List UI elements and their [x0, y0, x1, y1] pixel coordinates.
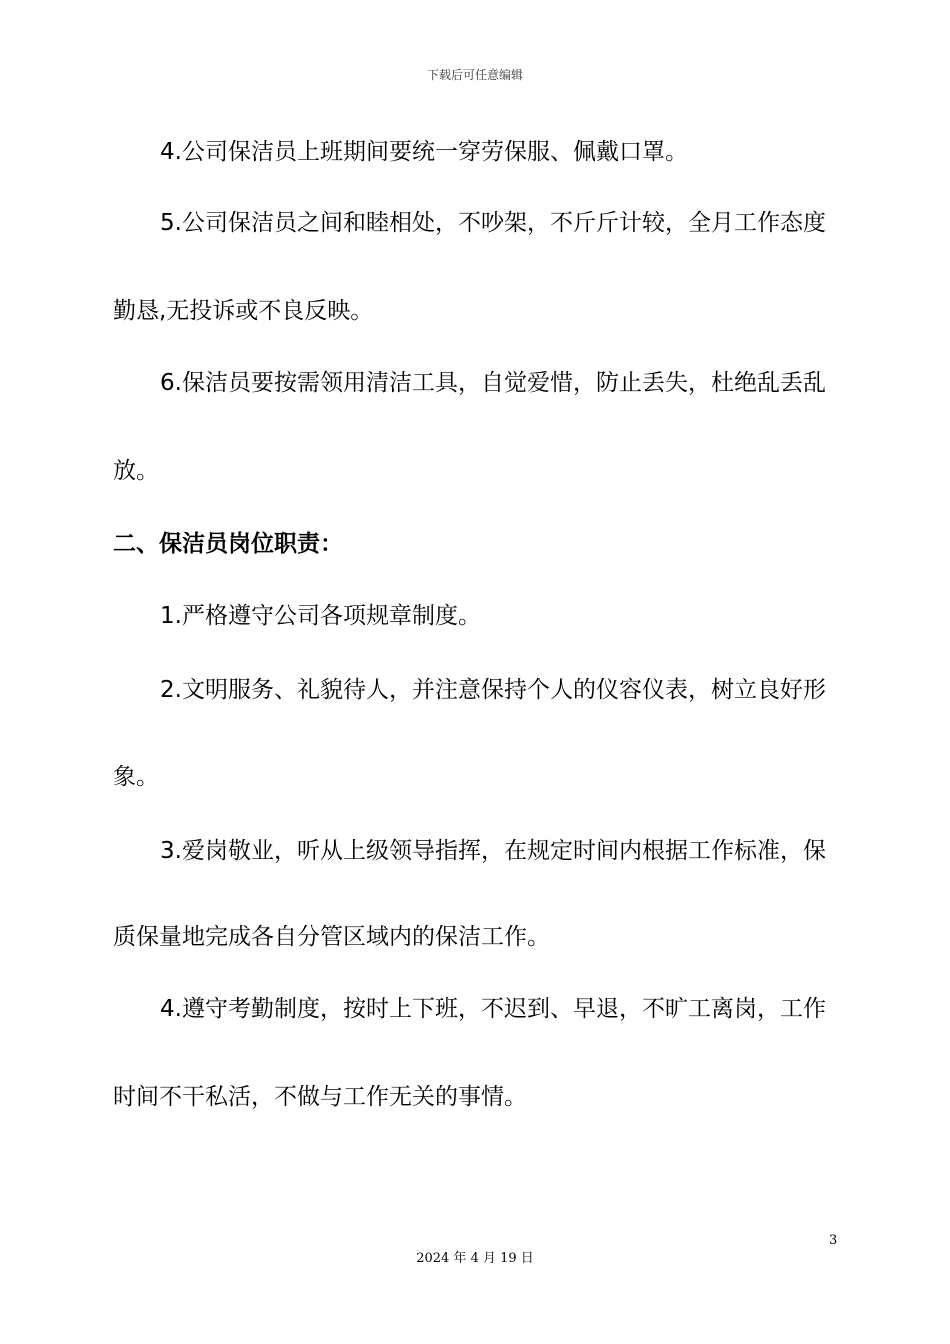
paragraph-line: 1.严格遵守公司各项规章制度。 [160, 603, 481, 629]
paragraph-line: 勤恳,无投诉或不良反映。 [113, 298, 374, 324]
paragraph-line: 放。 [113, 458, 159, 484]
section-heading: 二、保洁员岗位职责： [113, 531, 343, 557]
paragraph-line: 5.公司保洁员之间和睦相处，不吵架，不斤斤计较，全月工作态度 [160, 210, 826, 236]
page-number: 3 [829, 1233, 838, 1248]
page-header: 下载后可任意编辑 [426, 68, 523, 82]
paragraph-line: 质保量地完成各自分管区域内的保洁工作。 [113, 924, 550, 950]
paragraph-line: 4.遵守考勤制度，按时上下班，不迟到、早退，不旷工离岗，工作 [160, 996, 826, 1022]
page-footer-date: 2024 年 4 月 19 日 [416, 1251, 534, 1266]
paragraph-line: 6.保洁员要按需领用清洁工具，自觉爱惜，防止丢失，杜绝乱丢乱 [160, 370, 826, 396]
paragraph-line: 时间不干私活，不做与工作无关的事情。 [113, 1084, 527, 1110]
paragraph-line: 3.爱岗敬业，听从上级领导指挥，在规定时间内根据工作标准，保 [160, 838, 826, 864]
paragraph-line: 象。 [113, 764, 159, 790]
paragraph-line: 2.文明服务、礼貌待人，并注意保持个人的仪容仪表，树立良好形 [160, 677, 826, 703]
paragraph-line: 4.公司保洁员上班期间要统一穿劳保服、佩戴口罩。 [160, 139, 688, 165]
